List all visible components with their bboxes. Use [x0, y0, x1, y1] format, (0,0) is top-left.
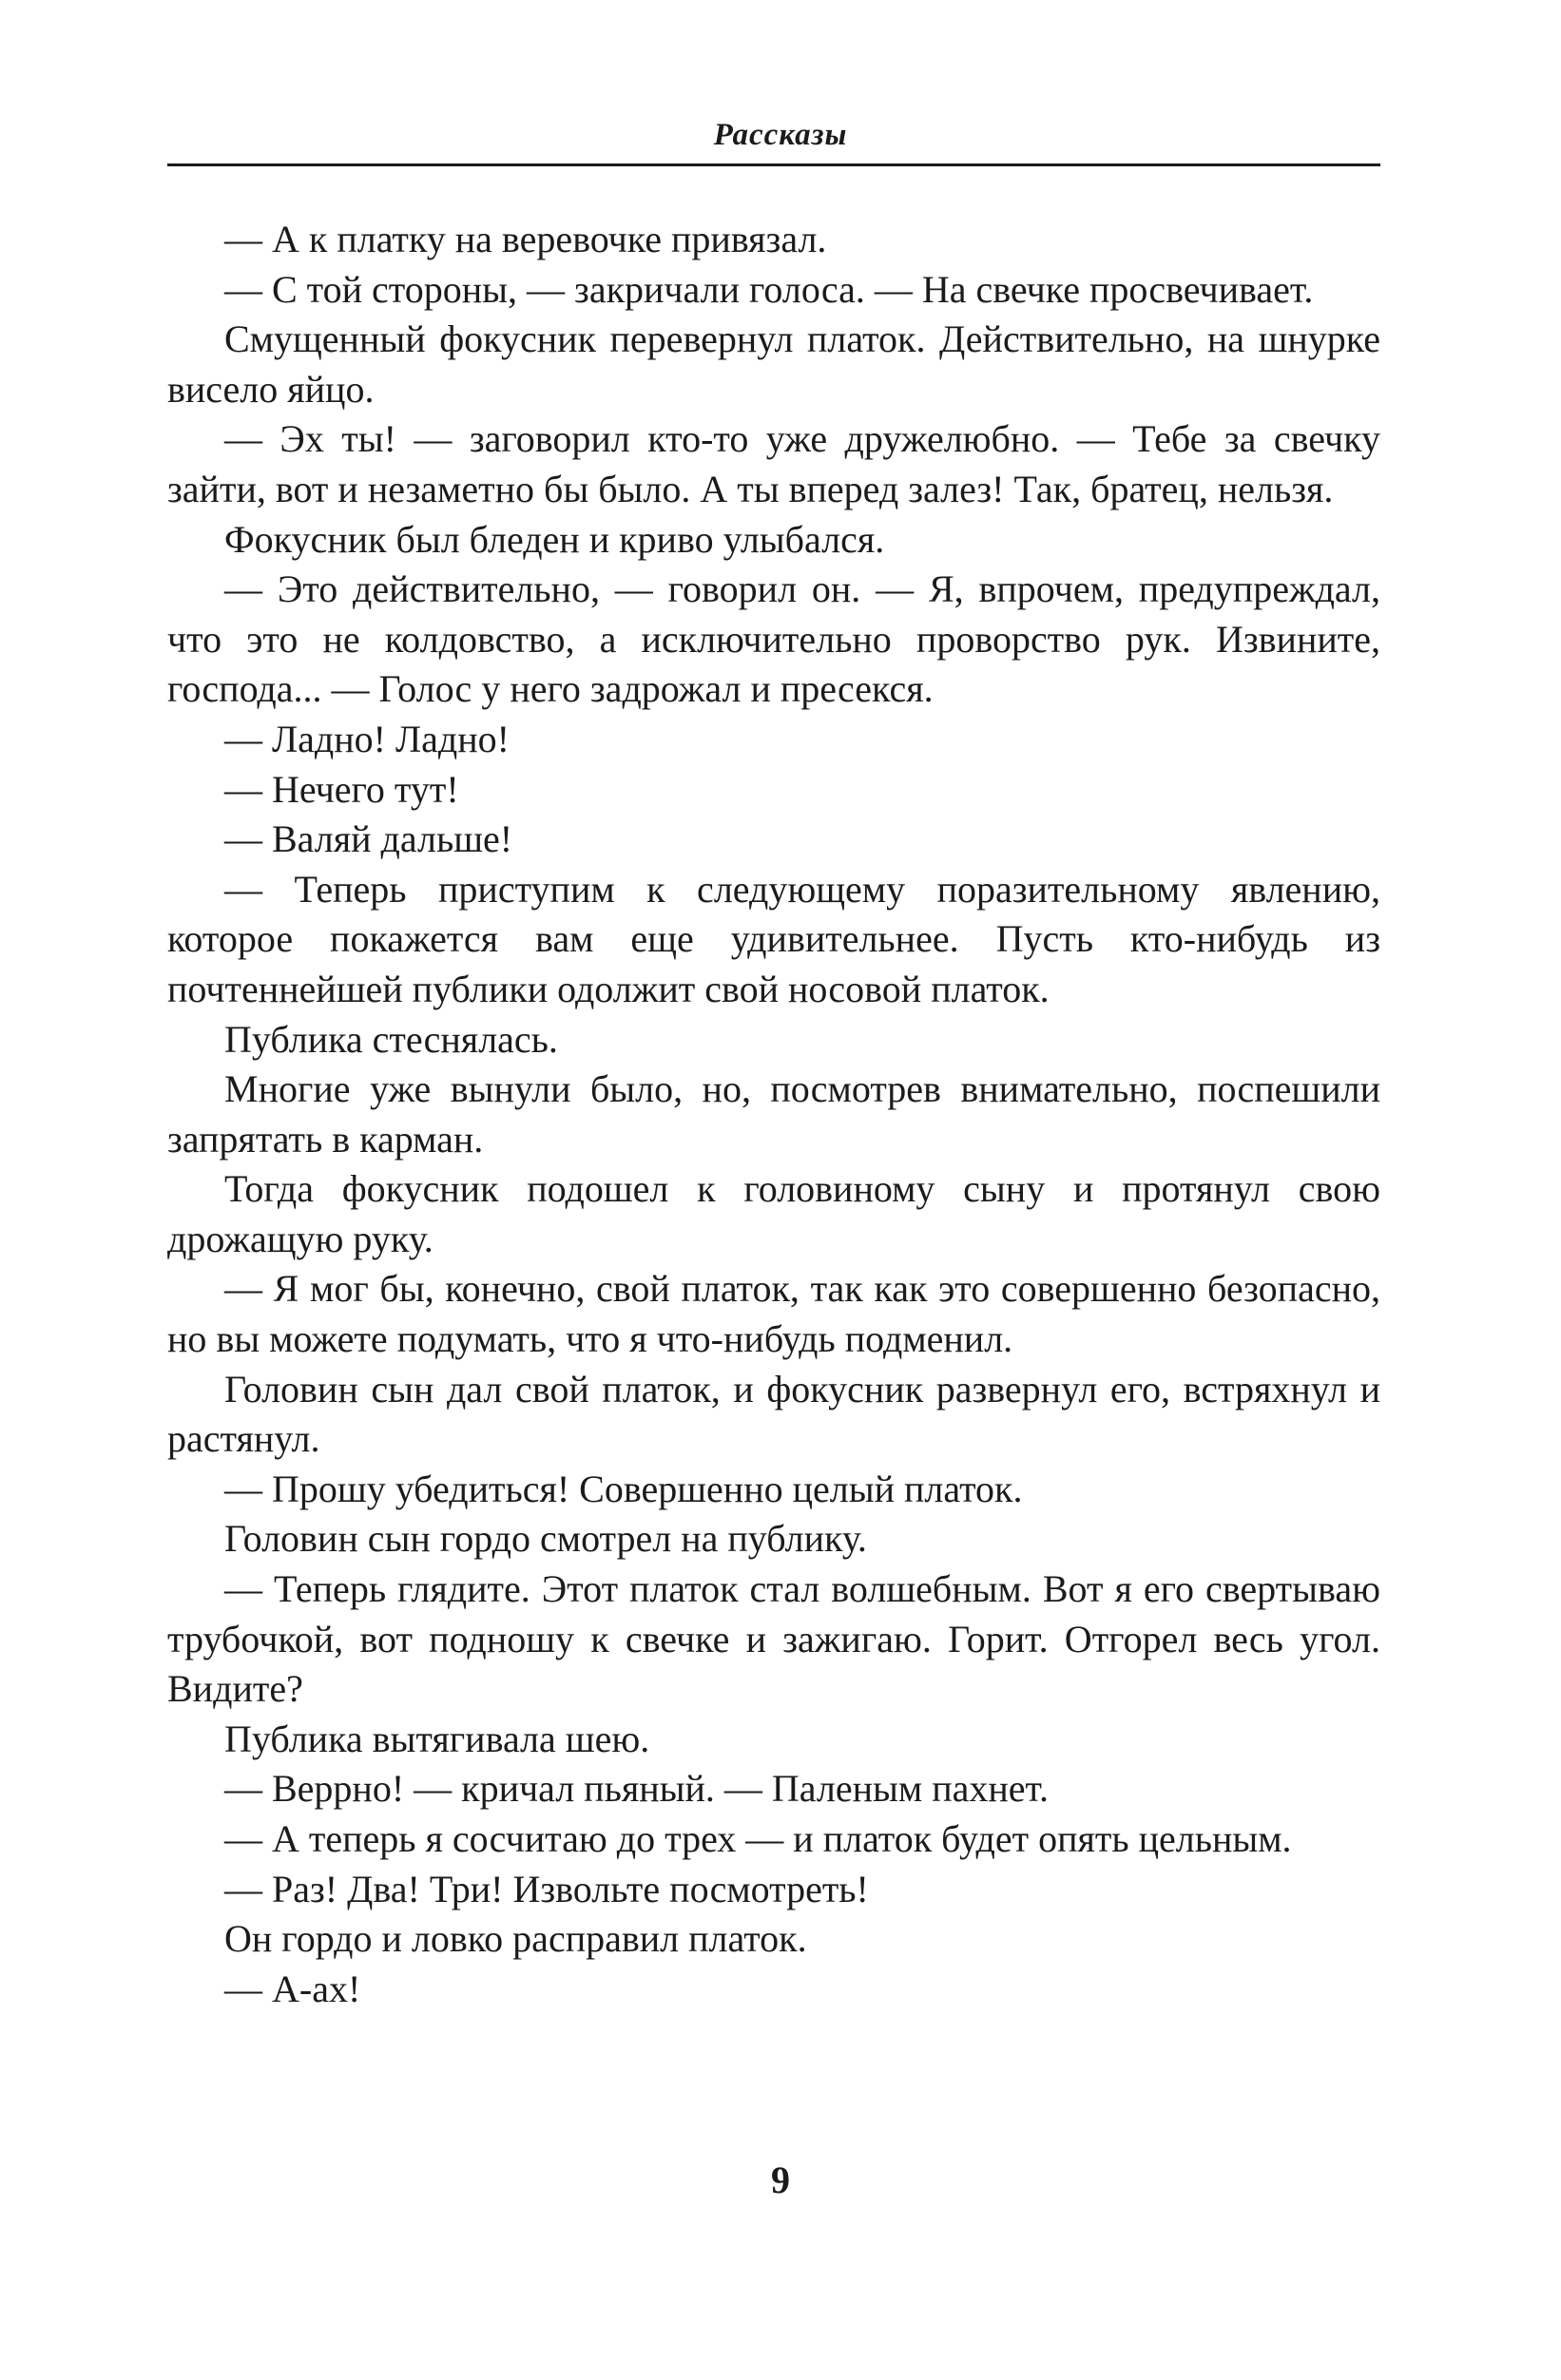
paragraph: Он гордо и ловко расправил платок. — [224, 1917, 807, 1961]
paragraph: — А к платку на веревочке привязал. — [224, 218, 827, 260]
paragraph: Тогда фокусник подошел к головиному сыну и протянул свою дрожащую руку. — [167, 1167, 1380, 1260]
body-text — [167, 215, 1380, 2014]
paragraph: Публика вытягивала шею. — [224, 1717, 650, 1760]
paragraph: — А-ах! — [224, 1967, 361, 2010]
paragraph: Головин сын дал свой платок, и фокусник развернул его, встряхнул и растянул. — [167, 1367, 1380, 1461]
paragraph: Фокусник был бледен и криво улыбался. — [224, 517, 885, 561]
paragraph: — Ладно! Ладно! — [224, 717, 510, 760]
paragraph: Публика стеснялась. — [224, 1017, 558, 1061]
paragraph: Головин сын гордо смотрел на публику. — [224, 1517, 867, 1561]
paragraph: — Раз! Два! Три! Извольте посмотреть! — [224, 1867, 869, 1910]
paragraph: — Это действительно, — говорил он. — Я, впрочем, предупреждал, что это не колдовство, а исключительно проворство рук. Извините, господа... — Голос у него задрожал и пресекся. — [167, 567, 1380, 711]
paragraph: — Я мог бы, конечно, свой платок, так как это совершенно безопасно, но вы можете подумать, что я что-нибудь подменил. — [167, 1267, 1380, 1361]
header-rule — [167, 163, 1380, 166]
paragraph: — Веррно! — кричал пьяный. — Паленым пахнет. — [224, 1767, 1050, 1811]
paragraph: — А теперь я сосчитаю до трех — и платок будет опять цельным. — [224, 1817, 1292, 1860]
running-head-title: Рассказы — [713, 118, 848, 152]
paragraph: — Теперь глядите. Этот платок стал волшебным. Вот я его свертываю трубочкой, вот подношу к свечке и зажигаю. Горит. Отгорел весь угол. Видите? — [167, 1567, 1380, 1711]
paragraph: — Валяй дальше! — [224, 817, 513, 861]
paragraph: Многие уже вынули было, но, посмотрев внимательно, поспешили запрятать в карман. — [167, 1067, 1380, 1161]
page-number: 9 — [771, 2159, 790, 2201]
paragraph: — Нечего тут! — [224, 767, 459, 811]
paragraph: — Прошу убедиться! Совершенно целый платок. — [224, 1467, 1023, 1510]
paragraph: — Эх ты! — заговорил кто-то уже дружелюбно. — Тебе за свечку зайти, вот и незаметно бы было. А ты вперед залез! Так, братец, нельзя. — [167, 417, 1380, 510]
paragraph: Смущенный фокусник перевернул платок. Действительно, на шнурке висело яйцо. — [167, 317, 1380, 411]
paragraph: — С той стороны, — закричали голоса. — На свечке просвечивает. — [224, 267, 1314, 311]
paragraph: — Теперь приступим к следующему поразительному явлению, которое покажется вам еще удивительнее. Пусть кто-нибудь из почтеннейшей публики одолжит свой носовой платок. — [167, 867, 1380, 1010]
